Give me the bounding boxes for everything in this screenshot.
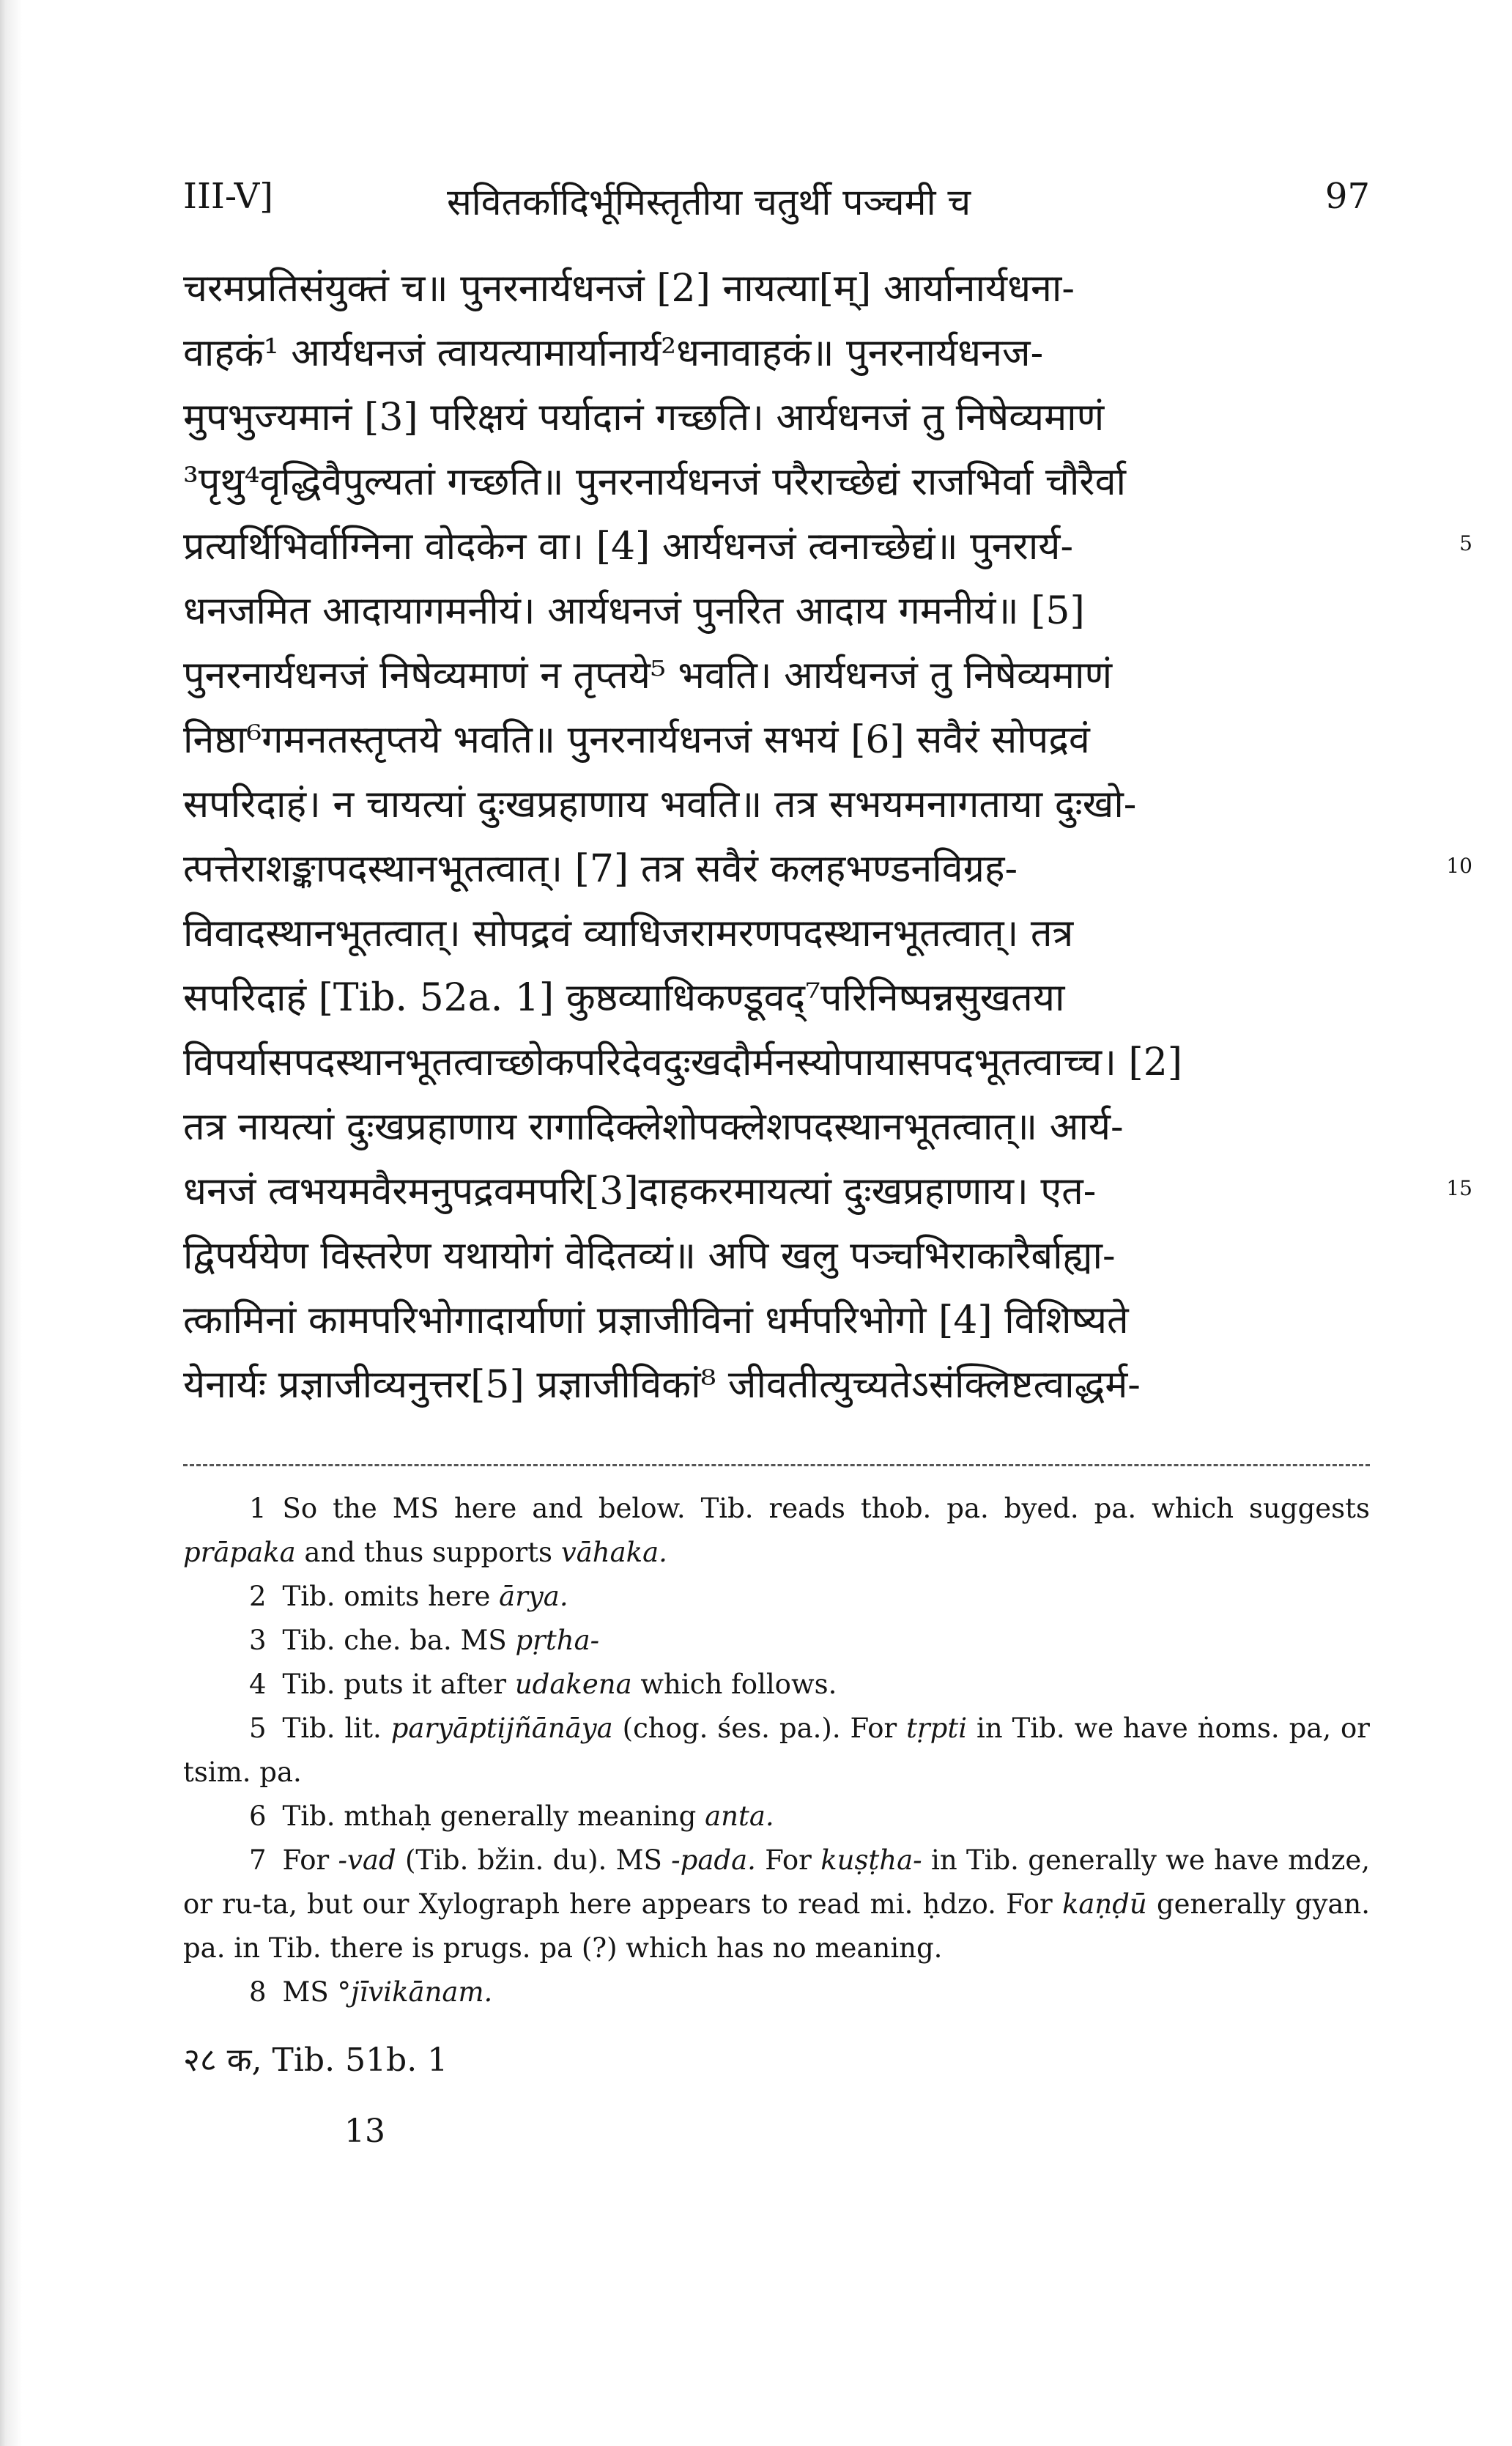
footnote-number: 3 bbox=[249, 1625, 267, 1656]
footnote-number: 2 bbox=[249, 1581, 267, 1612]
footnote-text: and thus supports bbox=[295, 1537, 561, 1568]
line-text: चरमप्रतिसंयुक्तं च॥ पुनरनार्यधनजं [2] नायत्या[म्] आर्यानार्यधना- bbox=[183, 267, 1075, 311]
footnote-text: For bbox=[755, 1844, 821, 1876]
running-header bbox=[183, 176, 1370, 242]
footnote-italic: vāhaka. bbox=[560, 1537, 667, 1568]
footnote-text: which follows. bbox=[631, 1669, 837, 1700]
footnote-italic: kaṇḍū bbox=[1061, 1888, 1147, 1920]
line-number: 10 bbox=[1446, 854, 1472, 878]
line-text: द्विपर्ययेण विस्तरेण यथायोगं वेदितव्यं॥ अपि खलु पञ्चभिराकारैर्बाह्या- bbox=[183, 1234, 1116, 1278]
line-text: विवादस्थानभूतत्वात्। सोपद्रवं व्याधिजरामरणपदस्थानभूतत्वात्। तत्र bbox=[183, 912, 1074, 956]
line-text: त्कामिनां कामपरिभोगादार्याणां प्रज्ञाजीविनां धर्मपरिभोगो [4] विशिष्यते bbox=[183, 1298, 1129, 1342]
footnote-italic: ārya. bbox=[499, 1581, 568, 1612]
text-line bbox=[183, 1224, 1370, 1288]
footnote-number: 5 bbox=[249, 1712, 267, 1744]
line-text: वाहकं¹ आर्यधनजं त्वायत्यामार्यानार्य²धनावाहकं॥ पुनरनार्यधनज- bbox=[183, 331, 1044, 375]
line-text: निष्ठा⁶गमनतस्तृप्तये भवति॥ पुनरनार्यधनजं सभयं [6] सवैरं सोपद्रवं bbox=[183, 718, 1090, 762]
footnote-text: Tib. che. ba. MS bbox=[282, 1625, 516, 1656]
text-line bbox=[183, 321, 1370, 385]
footnote-text: Tib. mthaḥ generally meaning bbox=[282, 1800, 705, 1832]
footnote-divider bbox=[183, 1464, 1370, 1466]
text-line bbox=[183, 450, 1370, 514]
footnote-italic: tṛpti bbox=[906, 1712, 968, 1744]
text-line bbox=[183, 966, 1370, 1030]
footnote-italic: -pada. bbox=[671, 1844, 756, 1876]
text-line bbox=[183, 772, 1370, 837]
line-text: त्पत्तेराशङ्कापदस्थानभूतत्वात्। [7] तत्र सवैरं कलहभण्डनविग्रह- bbox=[183, 847, 1018, 891]
scan-edge bbox=[0, 0, 22, 2446]
footnote-8 bbox=[183, 1970, 1370, 2014]
footnote-number: 7 bbox=[249, 1844, 267, 1876]
line-number: 5 bbox=[1459, 531, 1472, 555]
footnotes bbox=[183, 1487, 1370, 2014]
text-line bbox=[183, 708, 1370, 772]
footnote-italic: °jīvikānam. bbox=[337, 1976, 493, 2008]
text-line bbox=[183, 579, 1370, 643]
line-text: प्रत्यर्थिभिर्वाग्निना वोदकेन वा। [4] आर्यधनजं त्वनाच्छेद्यं॥ पुनरार्य- bbox=[183, 525, 1074, 569]
text-line bbox=[183, 1159, 1472, 1224]
footnote-number: 6 bbox=[249, 1800, 267, 1832]
footnote-text: (Tib. bžin. du). MS bbox=[396, 1844, 672, 1876]
footnote-number: 8 bbox=[249, 1976, 267, 2008]
line-text: तत्र नायत्यां दुःखप्रहाणाय रागादिक्लेशोपक्लेशपदस्थानभूतत्वात्॥ आर्य- bbox=[183, 1105, 1124, 1149]
footnote-italic: -vad bbox=[338, 1844, 396, 1876]
text-line bbox=[183, 1353, 1370, 1417]
footnote-7 bbox=[183, 1839, 1370, 1970]
signature-mark: २८ क, Tib. 51b. 1 bbox=[183, 2042, 448, 2079]
footnote-text: in Tib. generally we have mdze, or ru-ta, but our Xylograph here appears to read mi. ḥdzo. For bbox=[183, 1844, 1371, 1920]
footnote-text: MS bbox=[282, 1976, 338, 2008]
footnote-number: 1 bbox=[249, 1493, 267, 1524]
text-line bbox=[183, 901, 1370, 966]
footnote-italic: pṛtha- bbox=[515, 1625, 600, 1656]
footnote-text: Tib. omits here bbox=[282, 1581, 500, 1612]
header-page-number: 97 bbox=[1324, 176, 1370, 217]
footnote-text: So the MS here and below. Tib. reads thob. pa. byed. pa. which suggests bbox=[282, 1493, 1370, 1524]
footnote-2 bbox=[183, 1575, 1370, 1619]
footnote-5 bbox=[183, 1707, 1370, 1795]
footnote-number: 4 bbox=[249, 1669, 267, 1700]
text-line bbox=[183, 643, 1370, 708]
footnote-text: in Tib. we have ṅoms. pa, or tsim. pa. bbox=[183, 1712, 1370, 1788]
header-chapter: III-V] bbox=[183, 176, 273, 217]
footnote-text: Tib. lit. bbox=[282, 1712, 391, 1744]
header-title: सवितर्कादिर्भूमिस्तृतीया चतुर्थी पञ्चमी च bbox=[447, 181, 971, 223]
footnote-6 bbox=[183, 1795, 1370, 1839]
text-line bbox=[183, 1288, 1370, 1353]
line-text: पुनरनार्यधनजं निषेव्यमाणं न तृप्तये⁵ भवति। आर्यधनजं तु निषेव्यमाणं bbox=[183, 654, 1113, 698]
footnote-text: Tib. puts it after bbox=[282, 1669, 515, 1700]
line-text: धनजमित आदायागमनीयं। आर्यधनजं पुनरित आदाय गमनीयं॥ [5] bbox=[183, 589, 1085, 633]
footnote-italic: kuṣṭha- bbox=[820, 1844, 922, 1876]
text-line bbox=[183, 1095, 1370, 1159]
text-line bbox=[183, 1030, 1370, 1095]
footnote-3 bbox=[183, 1619, 1370, 1663]
sanskrit-text bbox=[183, 256, 1472, 1417]
text-line bbox=[183, 256, 1370, 321]
footnote-italic: paryāptijñānāya bbox=[390, 1712, 613, 1744]
footnote-text: (chog. śes. pa.). For bbox=[612, 1712, 907, 1744]
footnote-text: For bbox=[282, 1844, 338, 1876]
signature-number: 13 bbox=[344, 2113, 385, 2150]
footnote-italic: anta. bbox=[705, 1800, 774, 1832]
page bbox=[183, 176, 1472, 2150]
line-text: विपर्यासपदस्थानभूतत्वाच्छोकपरिदेवदुःखदौर्मनस्योपायासपदभूतत्वाच्च। [2] bbox=[183, 1041, 1183, 1085]
line-text: सपरिदाहं। न चायत्यां दुःखप्रहाणाय भवति॥ तत्र सभयमनागताया दुःखो- bbox=[183, 783, 1137, 827]
footnote-italic: udakena bbox=[514, 1669, 632, 1700]
text-line bbox=[183, 385, 1370, 450]
footnote-text: generally gyan. pa. in Tib. there is prugs. pa (?) which has no meaning. bbox=[183, 1888, 1371, 1964]
footnote-1 bbox=[183, 1487, 1370, 1575]
line-text: मुपभुज्यमानं [3] परिक्षयं पर्यादानं गच्छति। आर्यधनजं तु निषेव्यमाणं bbox=[183, 396, 1105, 440]
text-line bbox=[183, 514, 1472, 579]
line-text: धनजं त्वभयमवैरमनुपद्रवमपरि[3]दाहकरमायत्यां दुःखप्रहाणाय। एत- bbox=[183, 1170, 1097, 1213]
footnote-4 bbox=[183, 1663, 1370, 1707]
line-text: येनार्यः प्रज्ञाजीव्यनुत्तर[5] प्रज्ञाजीविकां⁸ जीवतीत्युच्यतेऽसंक्लिष्टत्वाद्धर्म- bbox=[183, 1363, 1141, 1407]
line-number: 15 bbox=[1446, 1176, 1472, 1200]
text-line bbox=[183, 837, 1472, 901]
line-text: सपरिदाहं [Tib. 52a. 1] कुष्ठव्याधिकण्डूवद्⁷परिनिष्पन्नसुखतया bbox=[183, 976, 1065, 1020]
line-text: ³पृथु⁴वृद्धिवैपुल्यतां गच्छति॥ पुनरनार्यधनजं परैराच्छेद्यं राजभिर्वा चौरैर्वा bbox=[183, 460, 1126, 504]
footnote-italic: prāpaka bbox=[183, 1537, 296, 1568]
